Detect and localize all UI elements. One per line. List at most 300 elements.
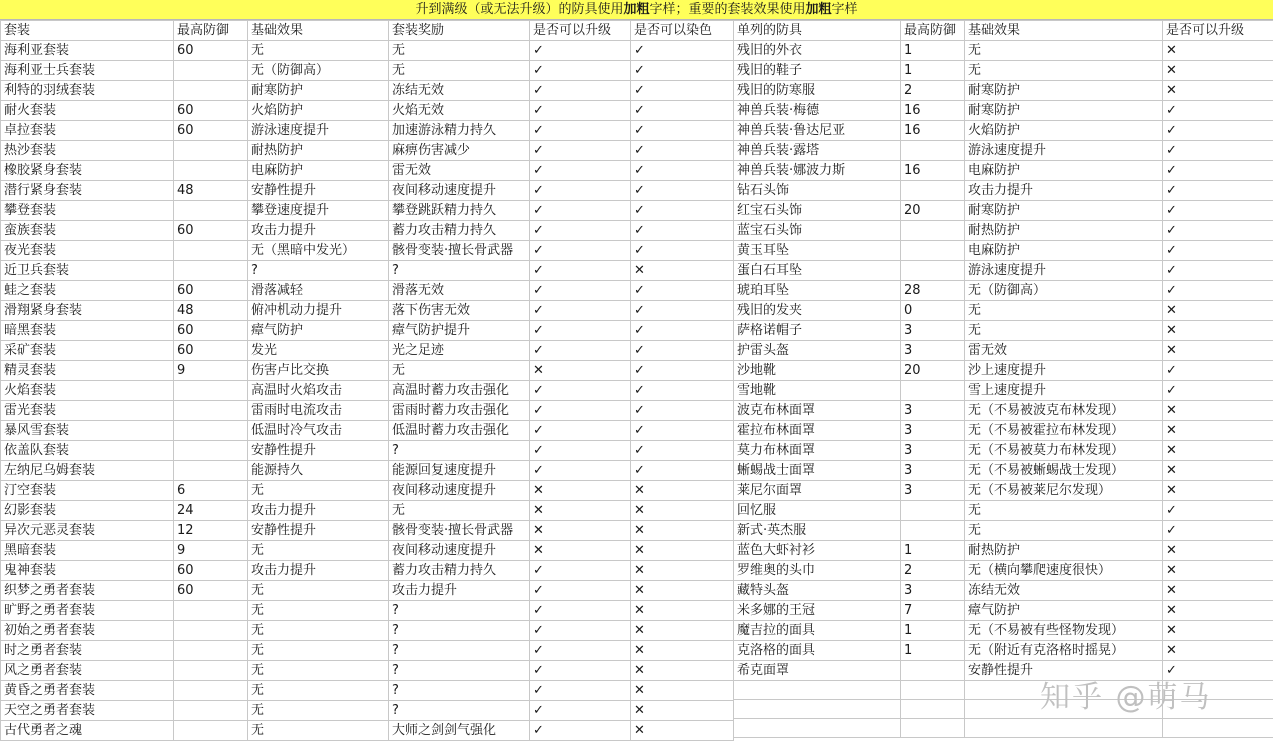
upgradable-cell: ✓ [530,561,631,581]
max-defense-cell [174,261,248,281]
set-bonus-cell: 骸骨变装·擅长骨武器 [389,241,530,261]
base-effect-cell: 安静性提升 [248,521,389,541]
set-bonus-cell: 加速游泳精力持久 [389,121,530,141]
upgradable-cell: ✓ [530,321,631,341]
dyeable-cell: ✓ [631,321,734,341]
table-row [734,201,1273,221]
set-bonus-cell: ? [389,701,530,721]
upgradable-cell: ✓ [530,161,631,181]
armor-name-cell: 藏特头盔 [734,581,901,601]
armor-name-cell: 罗维奥的头巾 [734,561,901,581]
max-defense-cell: 20 [901,201,965,221]
base-effect-cell: 安静性提升 [248,441,389,461]
dyeable-cell: ✓ [631,441,734,461]
empty-cell [901,700,965,719]
base-effect-cell: 无（横向攀爬速度很快） [965,561,1163,581]
set-bonus-cell: 骸骨变装·擅长骨武器 [389,521,530,541]
table-row [1,561,734,581]
upgradable-cell: ✓ [530,721,631,741]
dyeable-cell: ✓ [631,421,734,441]
dyeable-cell: ✕ [631,721,734,741]
max-defense-cell [901,181,965,201]
armor-name-cell: 神兽兵装·露塔 [734,141,901,161]
armor-name-cell: 莱尼尔面罩 [734,481,901,501]
base-effect-cell: 无（防御高） [248,61,389,81]
set-bonus-cell: ? [389,441,530,461]
max-defense-cell [174,401,248,421]
table-row [1,661,734,681]
single-armor-table [733,20,1273,738]
set-name-cell: 鬼神套装 [1,561,174,581]
dyeable-cell: ✓ [631,401,734,421]
set-name-cell: 初始之勇者套装 [1,621,174,641]
max-defense-cell: 20 [901,361,965,381]
upgradable-cell: ✓ [1163,201,1273,221]
max-defense-cell: 48 [174,301,248,321]
upgradable-cell: ✓ [530,101,631,121]
set-name-cell: 时之勇者套装 [1,641,174,661]
table-row [734,501,1273,521]
set-bonus-cell: 落下伤害无效 [389,301,530,321]
upgradable-cell: ✕ [1163,441,1273,461]
upgradable-cell: ✕ [1163,321,1273,341]
max-defense-cell: 60 [174,581,248,601]
armor-set-header-row [1,21,734,41]
base-effect-cell: 无 [248,721,389,741]
dyeable-cell: ✕ [631,561,734,581]
max-defense-cell: 16 [901,101,965,121]
max-defense-cell [174,621,248,641]
base-effect-cell: 无 [248,661,389,681]
table-row [734,581,1273,601]
dyeable-cell: ✓ [631,121,734,141]
armor-name-cell: 魔吉拉的面具 [734,621,901,641]
max-defense-cell [901,221,965,241]
base-effect-cell: 安静性提升 [965,661,1163,681]
set-name-cell: 海利亚套装 [1,41,174,61]
base-effect-cell: 无 [248,581,389,601]
base-effect-cell: 无（不易被蜥蜴战士发现） [965,461,1163,481]
max-defense-cell: 3 [901,581,965,601]
max-defense-cell [174,661,248,681]
upgradable-cell: ✕ [1163,541,1273,561]
table-row [1,81,734,101]
upgradable-cell: ✕ [1163,421,1273,441]
max-defense-cell: 6 [174,481,248,501]
base-effect-cell: 无（防御高） [965,281,1163,301]
dyeable-cell: ✓ [631,201,734,221]
armor-name-cell: 神兽兵装·鲁达尼亚 [734,121,901,141]
table-row [1,641,734,661]
table-row [1,61,734,81]
base-effect-cell: 耐热防护 [965,221,1163,241]
empty-cell [901,681,965,700]
table-row [734,41,1273,61]
max-defense-cell: 60 [174,101,248,121]
upgradable-cell: ✓ [530,341,631,361]
set-name-cell: 古代勇者之魂 [1,721,174,741]
max-defense-cell [901,381,965,401]
max-defense-cell: 1 [901,621,965,641]
dyeable-cell: ✓ [631,141,734,161]
dyeable-cell: ✕ [631,581,734,601]
base-effect-cell: 无 [248,701,389,721]
banner-text-2: 字样；重要的套装效果使用 [649,2,806,17]
base-effect-cell: 无 [965,61,1163,81]
empty-cell [734,719,901,738]
max-defense-cell [901,661,965,681]
max-defense-cell: 3 [901,461,965,481]
upgradable-cell: ✓ [530,381,631,401]
armor-name-cell: 克洛格的面具 [734,641,901,661]
upgradable-cell: ✓ [530,441,631,461]
armor-name-cell: 莫力布林面罩 [734,441,901,461]
base-effect-cell: 无（不易被波克布林发现） [965,401,1163,421]
base-effect-cell: 攻击力提升 [965,181,1163,201]
armor-name-cell: 波克布林面罩 [734,401,901,421]
upgradable-cell: ✕ [1163,341,1273,361]
base-effect-cell: 游泳速度提升 [965,261,1163,281]
max-defense-cell: 60 [174,321,248,341]
empty-cell [965,719,1163,738]
base-effect-cell: 无（不易被有些怪物发现） [965,621,1163,641]
max-defense-cell: 3 [901,481,965,501]
set-name-cell: 潜行紧身套装 [1,181,174,201]
armor-name-cell: 沙地靴 [734,361,901,381]
upgradable-cell: ✕ [1163,601,1273,621]
dyeable-cell: ✕ [631,481,734,501]
empty-cell [734,681,901,700]
table-row [734,221,1273,241]
upgradable-cell: ✕ [530,501,631,521]
dyeable-cell: ✓ [631,461,734,481]
max-defense-cell [901,501,965,521]
base-effect-cell: 耐寒防护 [965,101,1163,121]
upgradable-cell: ✓ [530,641,631,661]
table-row [1,481,734,501]
upgradable-cell: ✕ [530,541,631,561]
dyeable-cell: ✕ [631,501,734,521]
max-defense-cell: 2 [901,81,965,101]
base-effect-cell: 能源持久 [248,461,389,481]
set-name-cell: 异次元恶灵套装 [1,521,174,541]
base-effect-cell: 无（附近有克洛格时摇晃） [965,641,1163,661]
upgradable-cell: ✕ [1163,401,1273,421]
header-set-name: 套装 [1,21,174,41]
set-bonus-cell: 火焰无效 [389,101,530,121]
upgradable-cell: ✕ [530,481,631,501]
armor-name-cell: 萨格诺帽子 [734,321,901,341]
armor-name-cell: 红宝石头饰 [734,201,901,221]
max-defense-cell: 3 [901,441,965,461]
table-row [1,701,734,721]
table-row [734,461,1273,481]
max-defense-cell: 9 [174,541,248,561]
base-effect-cell: 攀登速度提升 [248,201,389,221]
table-row [1,361,734,381]
max-defense-cell: 1 [901,641,965,661]
set-bonus-cell: 雷雨时蓄力攻击强化 [389,401,530,421]
max-defense-cell [901,261,965,281]
dyeable-cell: ✓ [631,241,734,261]
armor-name-cell: 蓝宝石头饰 [734,221,901,241]
set-bonus-cell: 蓄力攻击精力持久 [389,221,530,241]
table-row [734,361,1273,381]
upgradable-cell: ✓ [530,221,631,241]
dyeable-cell: ✓ [631,221,734,241]
base-effect-cell: 攻击力提升 [248,221,389,241]
upgradable-cell: ✓ [1163,161,1273,181]
set-bonus-cell: ? [389,641,530,661]
armor-set-table-body [1,41,734,741]
upgradable-cell: ✓ [530,701,631,721]
table-row [734,241,1273,261]
set-bonus-cell: 高温时蓄力攻击强化 [389,381,530,401]
base-effect-cell: 发光 [248,341,389,361]
max-defense-cell: 60 [174,41,248,61]
empty-cell [1163,719,1273,738]
upgradable-cell: ✓ [530,661,631,681]
set-bonus-cell: 攻击力提升 [389,581,530,601]
armor-name-cell: 残旧的防寒服 [734,81,901,101]
armor-name-cell: 希克面罩 [734,661,901,681]
dyeable-cell: ✓ [631,381,734,401]
legend-banner [0,0,1273,20]
base-effect-cell: 瘴气防护 [965,601,1163,621]
base-effect-cell: 耐寒防护 [248,81,389,101]
max-defense-cell [174,61,248,81]
base-effect-cell: 无 [965,301,1163,321]
set-name-cell: 近卫兵套装 [1,261,174,281]
armor-name-cell: 琥珀耳坠 [734,281,901,301]
table-row [1,581,734,601]
max-defense-cell: 2 [901,561,965,581]
table-row [734,321,1273,341]
max-defense-cell: 60 [174,561,248,581]
base-effect-cell: 游泳速度提升 [965,141,1163,161]
single-armor-header-row [734,21,1273,41]
max-defense-cell [174,721,248,741]
base-effect-cell: 无 [248,41,389,61]
table-row [734,621,1273,641]
dyeable-cell: ✓ [631,181,734,201]
base-effect-cell: 电麻防护 [965,241,1163,261]
armor-name-cell: 残旧的外衣 [734,41,901,61]
base-effect-cell: 无 [965,321,1163,341]
table-row [734,441,1273,461]
max-defense-cell [901,141,965,161]
table-row [1,261,734,281]
set-bonus-cell: 无 [389,501,530,521]
set-name-cell: 幻影套装 [1,501,174,521]
dyeable-cell: ✓ [631,161,734,181]
upgradable-cell: ✓ [530,601,631,621]
table-row [734,141,1273,161]
base-effect-cell: 高温时火焰攻击 [248,381,389,401]
max-defense-cell [174,381,248,401]
set-name-cell: 蛙之套装 [1,281,174,301]
table-row [1,461,734,481]
set-bonus-cell: 无 [389,361,530,381]
upgradable-cell: ✓ [1163,501,1273,521]
set-bonus-cell: 能源回复速度提升 [389,461,530,481]
table-row [734,341,1273,361]
upgradable-cell: ✓ [1163,661,1273,681]
set-bonus-cell: ? [389,661,530,681]
set-bonus-cell: 滑落无效 [389,281,530,301]
set-bonus-cell: 夜间移动速度提升 [389,481,530,501]
set-bonus-cell: 光之足迹 [389,341,530,361]
banner-bold-2: 加粗 [805,2,832,17]
max-defense-cell: 48 [174,181,248,201]
empty-row [734,719,1273,738]
upgradable-cell: ✓ [530,621,631,641]
max-defense-cell [901,241,965,261]
set-bonus-cell: 大师之剑剑气强化 [389,721,530,741]
dyeable-cell: ✓ [631,41,734,61]
upgradable-cell: ✓ [530,581,631,601]
set-name-cell: 卓拉套装 [1,121,174,141]
dyeable-cell: ✓ [631,101,734,121]
upgradable-cell: ✓ [530,141,631,161]
set-name-cell: 火焰套装 [1,381,174,401]
max-defense-cell: 3 [901,421,965,441]
upgradable-cell: ✕ [1163,81,1273,101]
dyeable-cell: ✕ [631,681,734,701]
armor-name-cell: 残旧的发夹 [734,301,901,321]
max-defense-cell: 12 [174,521,248,541]
upgradable-cell: ✓ [1163,101,1273,121]
max-defense-cell: 16 [901,161,965,181]
table-row [1,221,734,241]
base-effect-cell: 无 [965,41,1163,61]
set-bonus-cell: 低温时蓄力攻击强化 [389,421,530,441]
empty-cell [734,700,901,719]
max-defense-cell: 9 [174,361,248,381]
upgradable-cell: ✕ [1163,561,1273,581]
table-row [1,601,734,621]
max-defense-cell [174,161,248,181]
upgradable-cell: ✓ [1163,141,1273,161]
header-set-bonus: 套装奖励 [389,21,530,41]
max-defense-cell: 16 [901,121,965,141]
upgradable-cell: ✓ [530,41,631,61]
max-defense-cell [174,601,248,621]
set-name-cell: 热沙套装 [1,141,174,161]
dyeable-cell: ✓ [631,81,734,101]
max-defense-cell: 7 [901,601,965,621]
upgradable-cell: ✕ [530,361,631,381]
watermark-text: 知乎 @萌马 [1040,680,1212,715]
table-row [1,341,734,361]
upgradable-cell: ✓ [530,241,631,261]
upgradable-cell: ✓ [530,181,631,201]
base-effect-cell: 游泳速度提升 [248,121,389,141]
armor-name-cell: 残旧的鞋子 [734,61,901,81]
empty-cell [901,719,965,738]
header-base-effect: 基础效果 [965,21,1163,41]
table-row [1,241,734,261]
base-effect-cell: 雷雨时电流攻击 [248,401,389,421]
base-effect-cell: 无 [965,521,1163,541]
set-bonus-cell: ? [389,601,530,621]
set-bonus-cell: 蓄力攻击精力持久 [389,561,530,581]
armor-name-cell: 钻石头饰 [734,181,901,201]
upgradable-cell: ✓ [1163,281,1273,301]
table-row [1,441,734,461]
header-single-armor: 单列的防具 [734,21,901,41]
dyeable-cell: ✕ [631,261,734,281]
table-row [734,61,1273,81]
table-row [734,181,1273,201]
base-effect-cell: 耐寒防护 [965,201,1163,221]
table-row [734,641,1273,661]
max-defense-cell [174,461,248,481]
upgradable-cell: ✓ [530,81,631,101]
table-row [1,721,734,741]
max-defense-cell [174,681,248,701]
base-effect-cell: 火焰防护 [965,121,1163,141]
armor-name-cell: 神兽兵装·娜波力斯 [734,161,901,181]
set-bonus-cell: 夜间移动速度提升 [389,541,530,561]
set-name-cell: 滑翔紧身套装 [1,301,174,321]
upgradable-cell: ✓ [530,261,631,281]
base-effect-cell: 耐寒防护 [965,81,1163,101]
base-effect-cell: 安静性提升 [248,181,389,201]
dyeable-cell: ✓ [631,281,734,301]
base-effect-cell: 无 [248,541,389,561]
set-bonus-cell: 瘴气防护提升 [389,321,530,341]
upgradable-cell: ✓ [530,301,631,321]
table-row [734,481,1273,501]
upgradable-cell: ✓ [1163,361,1273,381]
set-bonus-cell: 攀登跳跃精力持久 [389,201,530,221]
max-defense-cell [174,241,248,261]
base-effect-cell: 无 [248,641,389,661]
base-effect-cell: 无 [248,601,389,621]
upgradable-cell: ✕ [1163,581,1273,601]
header-max-defense: 最高防御 [174,21,248,41]
set-bonus-cell: ? [389,621,530,641]
base-effect-cell: 沙上速度提升 [965,361,1163,381]
max-defense-cell [174,141,248,161]
dyeable-cell: ✕ [631,621,734,641]
max-defense-cell: 0 [901,301,965,321]
set-name-cell: 攀登套装 [1,201,174,221]
upgradable-cell: ✓ [1163,121,1273,141]
set-name-cell: 海利亚士兵套装 [1,61,174,81]
set-bonus-cell: ? [389,261,530,281]
header-upgradable: 是否可以升级 [1163,21,1273,41]
header-base-effect: 基础效果 [248,21,389,41]
base-effect-cell: 无 [248,621,389,641]
table-row [1,421,734,441]
max-defense-cell: 3 [901,401,965,421]
base-effect-cell: 无（不易被霍拉布林发现） [965,421,1163,441]
banner-text-3: 字样 [831,2,858,17]
base-effect-cell: 低温时冷气攻击 [248,421,389,441]
base-effect-cell: 冻结无效 [965,581,1163,601]
banner-bold-1: 加粗 [623,2,650,17]
dyeable-cell: ✓ [631,61,734,81]
single-armor-table-body [734,41,1273,738]
base-effect-cell: 雪上速度提升 [965,381,1163,401]
table-row [734,421,1273,441]
base-effect-cell: 无（黑暗中发光） [248,241,389,261]
set-name-cell: 夜光套装 [1,241,174,261]
upgradable-cell: ✕ [1163,41,1273,61]
table-row [734,81,1273,101]
